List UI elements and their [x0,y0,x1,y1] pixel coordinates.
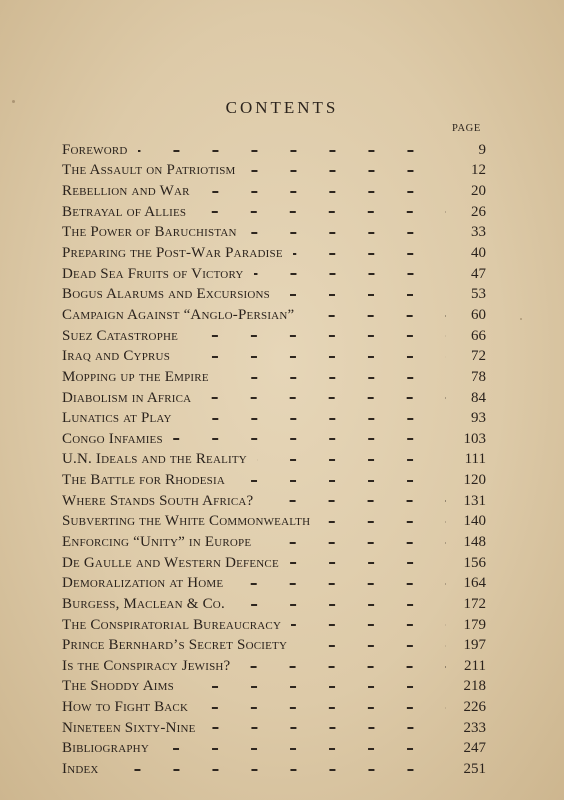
toc-entry-page: 156 [463,554,486,571]
toc-entry-page: 60 [471,306,486,323]
toc-entry [62,388,486,409]
toc-entry [62,573,486,594]
toc-entry-title: Is the Conspiracy Jewish? [62,657,231,674]
table-of-contents [62,140,486,780]
paper-spot [520,318,522,320]
toc-leader-dashes [138,145,446,155]
toc-leader-dashes [257,455,446,465]
toc-entry-page: 251 [463,761,486,778]
toc-leader-dashes [261,537,446,547]
toc-entry-title: Index [62,761,99,778]
toc-leader-dashes [280,290,446,300]
toc-entry-title: De Gaulle and Western Defence [62,554,279,571]
toc-entry-title: Bogus Alarums and Excursions [62,286,270,303]
toc-entry [62,470,486,491]
toc-entry-page: 12 [471,162,486,179]
toc-entry-page: 164 [463,575,486,592]
toc-entry-page: 197 [463,637,486,654]
toc-leader-dashes [293,249,446,259]
toc-entry-page: 247 [463,740,486,757]
toc-entry-title: The Conspiratorial Bureaucracy [62,616,282,633]
contents-heading: CONTENTS [225,98,339,117]
toc-entry-title: Subverting the White Commonwealth [62,513,311,530]
toc-entry-page: 211 [464,657,486,674]
toc-entry-title: Prince Bernhard’s Secret Society [62,637,288,654]
toc-entry-page: 66 [471,327,486,344]
toc-entry-title: The Assault on Patriotism [62,162,236,179]
toc-leader-dashes [304,310,446,320]
toc-entry [62,635,486,656]
toc-entry-page: 40 [471,245,486,262]
toc-entry-title: Campaign Against “Anglo-Persian” [62,306,295,323]
toc-leader-dashes [289,558,446,568]
toc-entry-page: 47 [471,265,486,282]
toc-leader-dashes [235,599,446,609]
toc-entry-page: 120 [463,472,486,489]
toc-leader-dashes [182,414,446,424]
toc-entry [62,140,486,161]
toc-entry [62,264,486,285]
toc-entry-title: Lunatics at Play [62,410,172,427]
toc-entry-page: 172 [463,595,486,612]
toc-leader-dashes [297,641,446,651]
toc-entry [62,367,486,388]
toc-entry-page: 53 [471,286,486,303]
toc-entry-page: 111 [464,451,486,468]
toc-entry [62,739,486,760]
toc-leader-dashes [247,228,446,238]
toc-entry-page: 33 [471,224,486,241]
toc-entry-title: Foreword [62,141,128,158]
toc-entry [62,161,486,182]
toc-entry-page: 140 [463,513,486,530]
toc-entry-title: Nineteen Sixty-Nine [62,719,196,736]
toc-entry-title: The Battle for Rhodesia [62,472,225,489]
toc-entry-title: Where Stands South Africa? [62,492,254,509]
toc-entry-title: Diabolism in Africa [62,389,192,406]
toc-entry [62,677,486,698]
toc-entry [62,243,486,264]
toc-entry-title: Rebellion and War [62,183,190,200]
toc-leader-dashes [196,207,446,217]
toc-entry-title: Enforcing “Unity” in Europe [62,533,252,550]
toc-entry [62,202,486,223]
toc-entry-title: Burgess, Maclean & Co. [62,595,225,612]
toc-entry-title: The Power of Baruchistan [62,224,237,241]
toc-entry-page: 84 [471,389,486,406]
toc-entry-page: 103 [463,430,486,447]
toc-entry-page: 233 [463,719,486,736]
toc-leader-dashes [159,744,446,754]
toc-leader-dashes [320,517,446,527]
toc-leader-dashes [173,434,446,444]
toc-entry-page: 93 [471,410,486,427]
toc-entry-title: Bibliography [62,740,149,757]
toc-entry [62,718,486,739]
toc-entry-title: U.N. Ideals and the Reality [62,451,247,468]
toc-leader-dashes [109,765,446,775]
toc-entry-title: Congo Infamies [62,430,163,447]
toc-leader-dashes [291,620,446,630]
toc-leader-dashes [206,723,446,733]
toc-entry-title: Dead Sea Fruits of Victory [62,265,244,282]
toc-entry [62,408,486,429]
toc-entry [62,759,486,780]
toc-leader-dashes [188,331,446,341]
toc-leader-dashes [263,496,446,506]
toc-entry [62,284,486,305]
toc-entry-page: 78 [471,368,486,385]
toc-entry [62,181,486,202]
toc-leader-dashes [201,393,446,403]
toc-entry [62,429,486,450]
toc-entry-page: 72 [471,348,486,365]
toc-entry-title: Betrayal of Allies [62,203,187,220]
toc-leader-dashes [235,476,446,486]
toc-leader-dashes [254,269,446,279]
toc-entry-page: 20 [471,183,486,200]
page-column-label: PAGE [452,123,481,134]
toc-entry-page: 226 [463,699,486,716]
toc-leader-dashes [200,187,446,197]
toc-leader-dashes [219,372,446,382]
toc-entry-title: The Shoddy Aims [62,678,174,695]
toc-entry [62,223,486,244]
toc-entry [62,450,486,471]
toc-leader-dashes [180,352,446,362]
toc-entry [62,553,486,574]
toc-leader-dashes [246,166,446,176]
toc-leader-dashes [233,579,446,589]
toc-entry-page: 131 [463,492,486,509]
toc-entry-title: Mopping up the Empire [62,368,209,385]
toc-entry-title: Preparing the Post-War Paradise [62,245,283,262]
toc-entry [62,532,486,553]
toc-entry-title: Suez Catastrophe [62,327,179,344]
toc-entry-page: 26 [471,203,486,220]
toc-entry-page: 179 [463,616,486,633]
toc-leader-dashes [184,682,446,692]
toc-entry [62,594,486,615]
toc-entry [62,697,486,718]
toc-entry [62,512,486,533]
toc-entry [62,491,486,512]
toc-entry [62,346,486,367]
toc-leader-dashes [240,661,446,671]
toc-entry-page: 9 [478,141,486,158]
toc-entry-page: 218 [463,678,486,695]
toc-entry-title: Iraq and Cyprus [62,348,171,365]
toc-entry [62,656,486,677]
toc-entry-title: How to Fight Back [62,699,189,716]
toc-entry [62,305,486,326]
toc-entry-title: Demoralization at Home [62,575,224,592]
toc-entry-page: 148 [463,533,486,550]
toc-entry [62,326,486,347]
toc-leader-dashes [198,703,446,713]
toc-entry [62,615,486,636]
